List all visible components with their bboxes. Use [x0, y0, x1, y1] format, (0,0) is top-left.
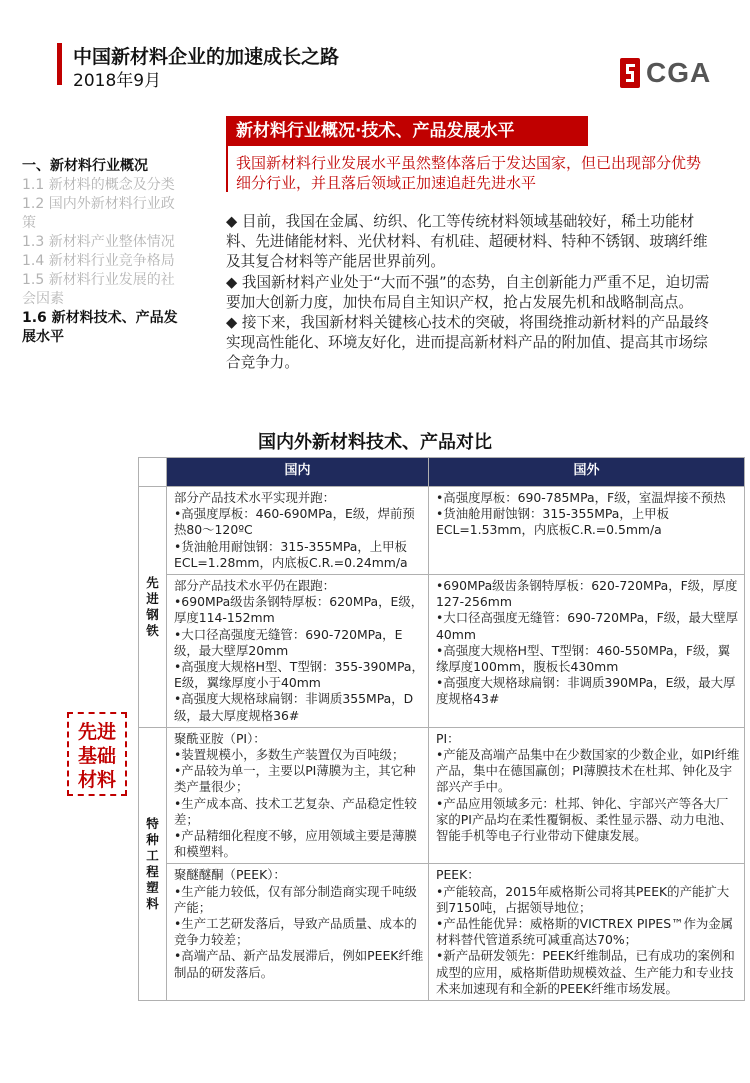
paragraph: ◆ 我国新材料产业处于“大而不强”的态势，自主创新能力严重不足，迫切需要加大创新力度，加快布局自主知识产权，抢占发展先机和战略制高点。: [226, 273, 710, 311]
cell-line: •生产工艺研发落后，导致产品质量、成本的竞争力较差；: [174, 916, 417, 948]
table-corner: [139, 458, 167, 487]
category-label: 先进钢铁: [146, 574, 159, 638]
cell-foreign: [429, 727, 745, 864]
sidebar-item-1-4[interactable]: 1.4 新材料行业竞争格局: [22, 253, 175, 269]
sidebar-heading: 一、新材料行业概况: [22, 158, 148, 174]
advanced-basic-materials-label: 先进基础材料: [67, 712, 127, 796]
cell-line: •高强度大规格球扁钢：非调质390MPa，E级，最大厚度规格43#: [436, 675, 736, 707]
cell-foreign: [429, 864, 745, 1001]
cell-line: •生产能力较低，仅有部分制造商实现千吨级产能；: [174, 883, 417, 915]
cell-line: •产品应用领域多元：杜邦、钟化、宇部兴产等各大厂家的PI产品均在柔性覆铜板、柔性显示器、动力电池、智能手机等电子行业带动下健康发展。: [436, 795, 733, 844]
paragraph: ◆ 接下来，我国新材料关键核心技术的突破，将围绕推动新材料的产品最终实现高性能化、环境友好化，进而提高新材料产品的附加值、提高其市场综合竞争力。: [226, 314, 709, 372]
cell-line: •货油舱用耐蚀钢：315-355MPa，上甲板ECL=1.28mm，内底板C.R.=0.24mm/a: [174, 538, 408, 570]
cell-line: PI：: [436, 730, 460, 746]
cell-domestic: [167, 864, 429, 1001]
cell-domestic: [167, 487, 429, 575]
cell-line: •新产品研发领先：PEEK纤维制品，已有成功的案例和成型的应用，威格斯借助规模效益、生产能力和专业技术来加速现有和全新的PEEK纤维市场发展。: [436, 948, 735, 996]
comparison-table: [138, 457, 745, 1001]
cell-line: •产品精细化程度不够，应用领域主要是薄膜和模塑料。: [174, 828, 417, 860]
cell-line: 聚酰亚胺（PI）：: [174, 730, 266, 746]
cga-logo-mark-icon: [620, 58, 640, 88]
cell-line: •高强度厚板：460-690MPa，E级，焊前预热80～120ºC: [174, 506, 415, 538]
category-steel: [139, 487, 167, 728]
category-plastics: [139, 727, 167, 1000]
cell-line: 部分产品技术水平仍在跟跑：: [174, 578, 336, 594]
cell-domestic: [167, 575, 429, 728]
table-row: [139, 487, 745, 575]
table-row: [139, 864, 745, 1001]
cell-line: PEEK：: [436, 867, 480, 883]
cell-line: •产品较为单一，主要以PI薄膜为主，其它种类产量很少；: [174, 763, 416, 795]
cell-line: •690MPa级齿条钢特厚板：620MPa，E级，厚度114-152mm: [174, 594, 424, 626]
cell-line: •产能较高，2015年威格斯公司将其PEEK的产能扩大到7150吨，占据领导地位；: [436, 883, 730, 915]
cell-line: 部分产品技术水平实现并跑：: [174, 490, 336, 505]
cell-line: •高强度大规格球扁钢：非调质355MPa，D级，最大厚度规格36#: [174, 691, 414, 723]
chapter-sidebar: [22, 157, 178, 347]
report-date: 2018年9月: [73, 71, 162, 91]
cell-foreign: [429, 487, 745, 575]
category-label: 特种工程塑料: [146, 815, 159, 911]
cell-line: •货油舱用耐蚀钢：315-355MPa，上甲板ECL=1.53mm，内底板C.R.=0.5mm/a: [436, 506, 669, 538]
cell-foreign: [429, 575, 745, 728]
sidebar-item-1-6-active[interactable]: 1.6 新材料技术、产品发展水平: [22, 310, 178, 345]
column-header-domestic: 国内: [167, 458, 429, 487]
section-subtitle: 我国新材料行业发展水平虽然整体落后于发达国家，但已出现部分优势细分行业，并且落后领域正加速追赶先进水平: [236, 154, 702, 192]
sidebar-item-1-5[interactable]: 1.5 新材料行业发展的社会因素: [22, 272, 175, 307]
sidebar-item-1-1[interactable]: 1.1 新材料的概念及分类: [22, 177, 175, 193]
cell-line: •高强度大规格H型、T型钢：355-390MPa，E级，翼缘厚度小于40mm: [174, 659, 424, 691]
column-header-foreign: 国外: [429, 458, 745, 487]
cell-line: •生产成本高、技术工艺复杂、产品稳定性较差；: [174, 795, 417, 827]
sidebar-item-1-3[interactable]: 1.3 新材料产业整体情况: [22, 234, 175, 250]
cell-line: •高强度大规格H型、T型钢：460-550MPa，F级，翼缘厚度100mm，腹板长430mm: [436, 642, 731, 675]
paragraph: ◆ 目前，我国在金属、纺织、化工等传统材料领域基础较好，稀土功能材料、先进储能材料、光伏材料、有机硅、超硬材料、特种不锈钢、玻璃纤维及其复合材料等产能居世界前列。: [226, 213, 708, 271]
sidebar-item-1-2[interactable]: 1.2 国内外新材料行业政策: [22, 196, 175, 231]
cell-line: •产能及高端产品集中在少数国家的少数企业，如PI纤维产品，集中在德国赢创；PI薄膜技术在杜邦、钟化及宇部兴产手中。: [436, 747, 740, 795]
cga-logo-text: CGA: [646, 57, 712, 88]
body-paragraphs: [226, 212, 722, 374]
cell-line: •690MPa级齿条钢特厚板：620-720MPa，F级，厚度127-256mm: [436, 578, 738, 610]
cga-logo: [620, 56, 720, 90]
cell-line: •高端产品、新产品发展滞后，例如PEEK纤维制品的研发落后。: [174, 948, 424, 980]
cell-line: •高强度厚板：690-785MPa，F级，室温焊接不预热: [436, 490, 726, 505]
cell-line: 聚醚醚酮（PEEK）：: [174, 867, 286, 883]
report-title: 中国新材料企业的加速成长之路: [73, 46, 340, 68]
section-title: 新材料行业概况·技术、产品发展水平: [226, 116, 588, 146]
section-accent-line: [226, 146, 228, 192]
header-accent-bar: [57, 43, 62, 85]
cell-line: •大口径高强度无缝管：690-720MPa，F级，最大壁厚40mm: [436, 610, 739, 642]
table-title: 国内外新材料技术、产品对比: [258, 432, 492, 453]
cell-domestic: [167, 727, 429, 864]
table-row: [139, 575, 745, 728]
table-row: [139, 727, 745, 864]
cell-line: •大口径高强度无缝管：690-720MPa，E级，最大壁厚20mm: [174, 626, 403, 658]
cell-line: •装置规模小，多数生产装置仅为百吨级；: [174, 747, 405, 763]
cell-line: •产品性能优异：威格斯的VICTREX PIPES™作为金属材料替代管道系统可减重高达70%；: [436, 916, 734, 948]
